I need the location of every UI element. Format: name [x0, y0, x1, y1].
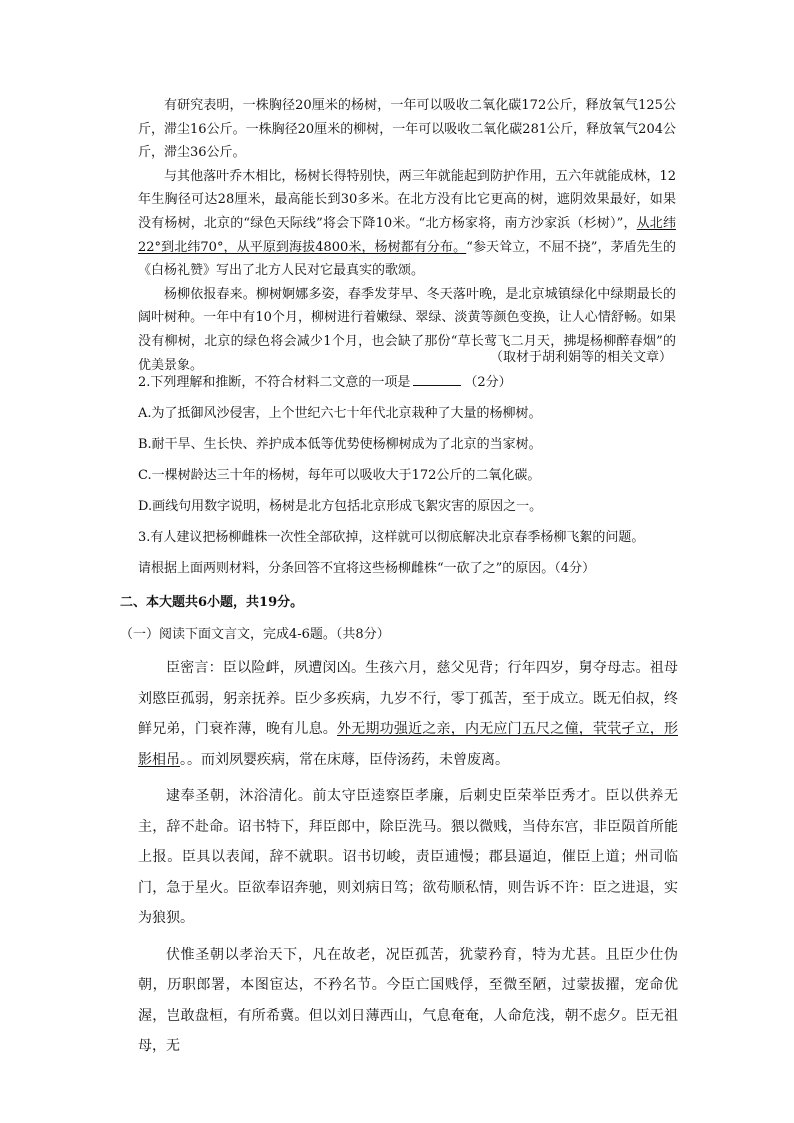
classical-paragraph-1-ending: 。。而刘夙婴疾病，常在床蓐，臣侍汤药，未曾废离。 — [180, 751, 509, 768]
answer-blank[interactable] — [413, 373, 461, 386]
source-note: （取材于胡利娟等的相关文章） — [489, 350, 672, 365]
option-b: B.耐干旱、生长快、养护成本低等优势使杨柳树成为了北京的当家树。 — [138, 437, 542, 452]
option-c: C.一棵树龄达三十年的杨树，每年可以吸收大于172公斤的二氧化碳。 — [138, 468, 541, 483]
underlined-sentence: 从北纬22°到北纬70°，从平原到海拔4800米，杨树都有分布。 — [138, 215, 676, 255]
section-2-subheading: （一）阅读下面文言文，完成4-6题。（共8分） — [120, 627, 390, 642]
classical-paragraph-2: 逮奉圣朝，沐浴清化。前太守臣逵察臣孝廉，后刺史臣荣举臣秀才。臣以供养无主，辞不赴命。诏书特下，拜臣郎中，除臣洗马。猥以微贱，当侍东宫，非臣陨首所能上报。臣具以表闻，辞不就职。诏书切峻，责臣逋慢；郡县逼迫，催臣上道；州司临门，急于星火。臣欲奉诏奔驰，则刘病日笃；欲苟顺私情，则告诉不许：臣之进退，实为狼狈。 — [138, 788, 678, 926]
classical-paragraph-1-text: 臣密言：臣以险衅，夙遭闵凶。生孩六月，慈父见背；行年四岁，舅夺母志。祖母刘愍臣孤弱，躬亲抚养。臣少多疾病，九岁不行，零丁孤苦，至于成立。既无伯叔，终鲜兄弟，门衰祚薄，晚有儿息。 — [138, 660, 678, 737]
material-paragraph-2-text: 与其他落叶乔木相比，杨树长得特别快，两三年就能起到防护作用，五六年就能成林，12年生胸径可达28厘米，最高能长到30多米。在北方没有比它更高的树，遮阴效果最好，如果没有杨树，北京的“绿色天际线”将会下降10米。“北方杨家将，南方沙家浜（杉树）”， — [138, 168, 676, 231]
classical-passage — [138, 653, 678, 1062]
question-2-points: （2分） — [464, 375, 512, 390]
question-3-line-2: 请根据上面两则材料，分条回答不宜将这些杨柳雌株“一砍了之”的原因。（4分） — [138, 561, 596, 576]
option-a: A.为了抵御风沙侵害，上个世纪六七十年代北京栽种了大量的杨柳树。 — [138, 406, 542, 421]
material-paragraph-2-ending: “参天耸立，不屈不挠”，茅盾先生的《白杨礼赞》写出了北方人民对它最真实的歌颂。 — [138, 239, 676, 279]
material-passage — [138, 94, 676, 377]
question-2-text: 2.下列理解和推断，不符合材料二文意的一项是 — [138, 375, 411, 390]
underlined-classical-sentence: 外无期功强近之亲，内无应门五尺之僮，茕茕孑立，形影相吊 — [138, 721, 679, 768]
classical-paragraph-3: 伏惟圣朝以孝治天下，凡在故老，况臣孤苦，犹蒙矜育，特为尤甚。且臣少仕伪朝，历职郎署，本图宦达，不矜名节。今臣亡国贱俘，至微至陋，过蒙拔擢，宠命优渥，岂敢盘桓，有所希冀。但以刘日薄西山，气息奄奄，人命危浅，朝不虑夕。臣无祖母，无 — [138, 946, 678, 1054]
option-d: D.画线句用数字说明，杨树是北方包括北京形成飞絮灾害的原因之一。 — [138, 499, 543, 514]
material-paragraph-3: 杨柳依报春来。柳树婀娜多姿，春季发芽早、冬天落叶晚，是北京城镇绿化中绿期最长的阔叶树种。一年中有10个月，柳树进行着嫩绿、翠绿、淡黄等颜色变换，让人心情舒畅。如果没有柳树，北京的绿色将会减少1个月，也会缺了那份“草长莺飞二月天，拂堤杨柳醉春烟”的优美景象。 — [138, 286, 676, 373]
question-2-stem — [138, 373, 698, 393]
material-paragraph-2 — [138, 165, 676, 283]
question-3-line-1: 3.有人建议把杨柳雌株一次性全部砍掉，这样就可以彻底解决北京春季杨柳飞絮的问题。 — [138, 530, 645, 545]
material-paragraph-1: 有研究表明，一株胸径20厘米的杨树，一年可以吸收二氧化碳172公斤，释放氧气125公斤，滞尘16公斤。一株胸径20厘米的柳树，一年可以吸收二氧化碳281公斤，释放氧气204公斤，滞尘36公斤。 — [138, 98, 676, 161]
classical-paragraph-1 — [138, 653, 678, 775]
section-2-heading: 二、本大题共6小题，共19分。 — [120, 595, 304, 610]
